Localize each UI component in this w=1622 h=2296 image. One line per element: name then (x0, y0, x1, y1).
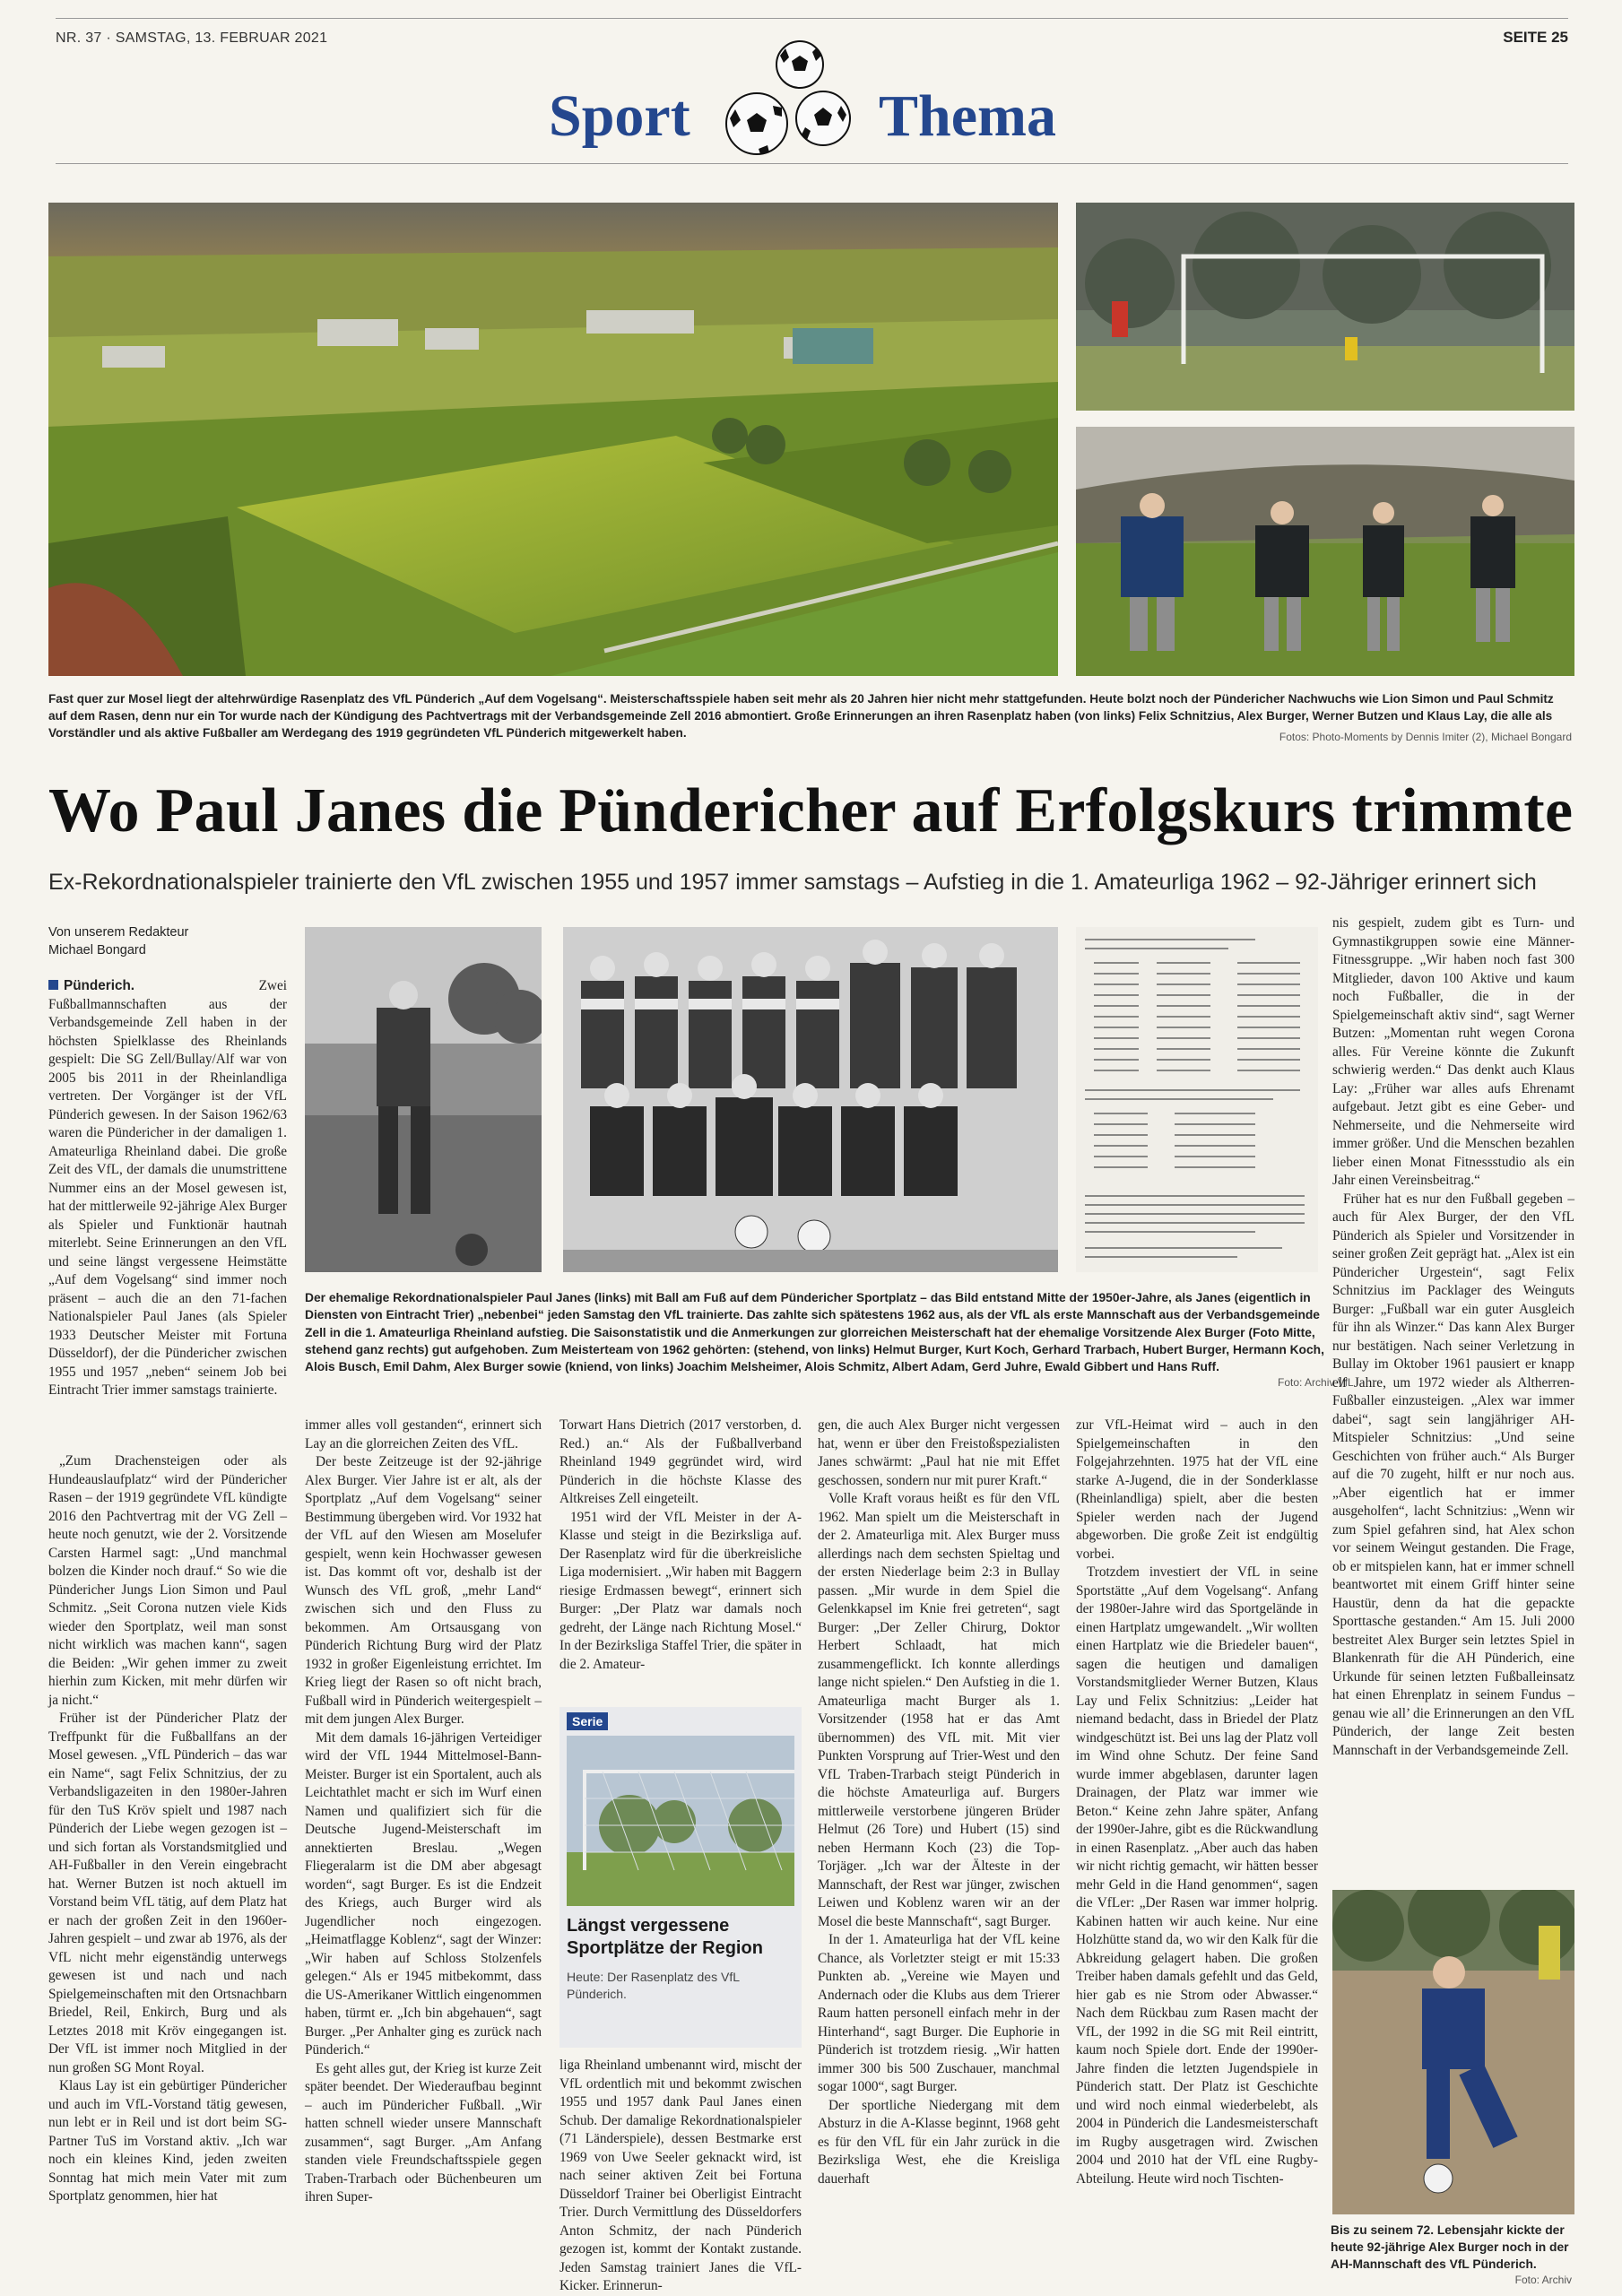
column-3-top (559, 1417, 802, 1674)
serie-title: Längst vergessene Sportplätze der Region (567, 1916, 763, 1958)
photo-four-men (1076, 427, 1574, 676)
paragraph: Es geht alles gut, der Krieg ist kurze Zeit später beendet. Der Wiederaufbau beginnt – auch im Pündericher Fußball. „Wir hatten schnell wieder unsere Mannschaft zusammen“, sagt Burger. „Am Anfang standen viele Freundschaftsspiele gegen Traben-Trarbach oder Büchenbeuren um ihren Super- (305, 2060, 542, 2205)
team-photo-caption: Der ehemalige Rekordnationalspieler Paul Janes (links) mit Ball am Fuß auf dem Pündericher Sportplatz – das Bild entstand Mitte der 1950er-Jahre, als Janes (eigentlich in Diensten von Eintracht Trier) „nebenbei“ jeden Samstag den VfL trainierte. Das zahlte sich spätestens 1962 aus, als der VfL als erste Mannschaft aus der Verbandsgemeinde Zell in die 1. Amateurliga Rheinland aufstieg. Die Saisonstatistik und die Anmerkungen zur glorreichen Meisterschaft hat der ehemalige Vorsitzende Alex Burger (Foto Mitte, stehend ganz rechts) gut aufgehoben. Zum Meisterteam von 1962 gehörten: (stehend, von links) Helmut Burger, Kurt Koch, Gerhard Trarbach, Hubert Burger, Hermann Koch, Alois Busch, Emil Dahm, Alex Burger sowie (kniend, von links) Joachim Melsheimer, Alois Schmitz, Albert Adam, Gerd Juhre, Ewald Gibbert und Hans Ruff. (305, 1291, 1324, 1374)
alex-burger-credit: Foto: Archiv (1514, 2274, 1572, 2286)
paragraph: „Zum Drachensteigen oder als Hundeauslaufplatz“ wird der Pündericher Rasen – der 1919 gegründete VfL kündigte 2016 den Pachtvertrag mit der VG Zell – heute noch genutzt, wie der 2. Vorsitzende Carsten Harmel sagt: „Und manchmal bolzen die Kinder noch drauf.“ So wie die Pündericher Jungs Lion Simon und Paul Schmitz. „Seit Corona nutzen viele Kids wieder den Sportplatz, weil man sonst nicht wirklich was machen kann“, sagen die Beiden: „Wir gehen immer zu zweit hierhin zum Kicken, mit mehr dürfen wir ja nicht.“ (48, 1453, 287, 1708)
column-5 (1076, 1417, 1318, 2188)
paragraph: zur VfL-Heimat wird – auch in den Spielgemeinschaften in den Folgejahrzehnten. 1975 hat der VfL eine starke A-Jugend, die in der Sonderklasse (Rheinlandliga) spielt, aber die besten Spieler werden nach der Jugend abgeworben. Die große Zeit ist endgültig vorbei. (1076, 1417, 1318, 1562)
paragraph: Zwei Fußballmannschaften aus der Verbandsgemeinde Zell haben in der höchsten Spielklasse des Rheinlands gespielt: Die SG Zell/Bullay/Alf war von 2005 bis 2011 in der Rheinlandliga vertreten. Der Vorgänger ist der VfL Pünderich gewesen. In der Saison 1962/63 waren die Pündericher in der damaligen 1. Amateurliga Rheinland dabei. Die große Zeit des VfL, der damals die unumstrittene Nummer eins an der Mosel gewesen ist, hat der mittlerweile 92-jährige Alex Burger als Spieler und Funktionär hautnah miterlebt. Seine Erinnerungen an den VfL und seine längst vergessene Heimstätte „Auf dem Vogelsang“ sind immer noch präsent – auch die an den 71-fachen Nationalspieler Paul Janes (als Spieler 1933 Deutscher Meister mit Fortuna Düsseldorf), der die Pündericher zwischen 1955 und 1957 „neben“ seinem Job bei Eintracht Trier immer samstags trainierte. (48, 978, 287, 1398)
article-subhead: Ex-Rekordnationalspieler trainierte den VfL zwischen 1955 und 1957 immer samstags – Aufstieg in die 1. Amateurliga 1962 – 92-Jähriger erinnert sich (48, 870, 1537, 895)
paragraph: Klaus Lay ist ein gebürtiger Pündericher und auch im VfL-Vorstand tätig gewesen, nun lebt er in Reil und ist dort beim SG-Partner TuS im Vorstand aktiv. „Ich war noch ein kleines Kind, jeden zweiten Sonntag hat mich mein Vater mit zum Sportplatz genommen, hier hat (48, 2078, 287, 2204)
photo-team-1962 (563, 927, 1058, 1272)
paragraph: nis gespielt, zudem gibt es Turn- und Gymnastikgruppen sowie eine Männer-Fitnessgruppe. „Wir haben noch fast 300 Mitglieder, davon 100 Aktive und kaum noch Fußballer, die in der Spielgemeinschaft aktiv sind“, sagt Werner Butzen: „Momentan ruht wegen Corona alles. Für Vereine könnte die Zukunft schwierig werden.“ Das denkt auch Klaus Lay: „Früher war alles aufs Ehrenamt aufgebaut. Jetzt gibt es eine Geber- und Nehmerseite, und die Nehmerseite wird immer größer. Und die Menschen bezahlen lieber einen Monat Fitnessstudio als ein Jahr einen Vereinsbeitrag.“ (1332, 915, 1574, 1188)
column-3-bottom (559, 2057, 802, 2296)
photo-serie-goalnet (567, 1736, 794, 1906)
photo-kids-goal (1076, 203, 1574, 411)
rubric-thema: Thema (879, 83, 1056, 149)
column-4 (818, 1417, 1060, 2188)
top-photo-caption: Fast quer zur Mosel liegt der altehrwürdige Rasenplatz des VfL Pünderich „Auf dem Vogelsang“. Meisterschaftsspiele haben seit mehr als 20 Jahren hier nicht mehr stattgefunden. Heute bolzt noch der Pündericher Nachwuchs wie Lion Simon und Paul Schmitz auf dem Rasen, denn nur ein Tor wurde nach der Kündigung des Pachtvertrags mit der Verbandsgemeinde Zell 2016 abmontiert. Große Erinnerungen an ihren Rasenplatz haben (von links) Felix Schnitzius, Alex Burger, Werner Butzen und Klaus Lay, die alle als Vorständler und als aktive Fußballer am Werdegang des 1919 gegründeten VfL Pünderich mitgewerkelt haben. (48, 692, 1554, 740)
team-photo-credit: Foto: Archiv VfL (1278, 1376, 1354, 1389)
column-1-bottom (48, 1452, 287, 2206)
column-6 (1332, 914, 1574, 1760)
paragraph: Der beste Zeitzeuge ist der 92-jährige Alex Burger. Vier Jahre ist er alt, als der Sportplatz „Auf dem Vogelsang“ seiner Bestimmung übergeben wird. Vor 1932 hat der VfL auf den Wiesen am Moselufer gespielt, wenn kein Hochwasser gewesen ist. Das kommt oft vor, deshalb ist der Wunsch des VfL groß, „mehr Land“ zwischen sich und den Fluss zu bekommen. Am Ortsausgang von Pünderich Richtung Burg wird der Platz 1932 in großer Eigenleistung errichtet. Im Krieg liegt der Rasen so oft nicht brach, Fußball wird in Pünderich weitergespielt – mit dem jungen Alex Burger. (305, 1454, 542, 1727)
square-marker-icon (48, 980, 58, 990)
page-number: SEITE 25 (1503, 29, 1568, 46)
paragraph: immer alles voll gestanden“, erinnert sich Lay an die glorreichen Zeiten des VfL. (305, 1417, 542, 1451)
rubric-sport: Sport (549, 83, 690, 149)
paragraph: Früher ist der Pündericher Platz der Treffpunkt für die Fußballfans an der Mosel gewesen. „VfL Pünderich – das war ein Name“, sagt Felix Schnitzius, der zu Verbandsligazeiten in den 1980er-Jahren für den TuS Kröv spielt und 1987 nach Pünderich der Liebe wegen gezogen ist – und sich fortan als Vorstandsmitglied und AH-Fußballer in den Verein eingebracht hat. Werner Butzen ist noch aktuell im Vorstand beim VfL tätig, auf dem Platz hat er nach der großen Zeit in den 1960er-Jahren gespielt – und zwar ab 1976, als der VfL nicht mehr eigenständig unterwegs gewesen ist und nach und nach Spielgemeinschaften mit den Ortsnachbarn Briedel, Reil, Enkirch, Burg und als Letztes 2018 mit Kröv eingegangen ist. Der VfL ist immer noch Mitglied in der nun großen SG Mont Royal. (48, 1711, 287, 2075)
paragraph: 1951 wird der VfL Meister in der A-Klasse und steigt in die Bezirksliga auf. Der Rasenplatz wird für die überkreisliche Liga modernisiert. „Wir haben mit Baggern riesige Erdmassen bewegt“, erinnert sich Burger: „Der Platz war damals noch gedreht, der Länge nach Richtung Mosel.“ In der Bezirksliga Staffel Trier, die später in die 2. Amateur- (559, 1509, 802, 1672)
author-byline (48, 923, 188, 959)
paragraph: liga Rheinland umbenannt wird, mischt der VfL ordentlich mit und bekommt zwischen 1955 und 1957 dank Paul Janes einen Schub. Der damalige Rekordnationalspieler (71 Länderspiele), dessen Bestmarke erst 1969 von Uwe Seeler geknackt wird, ist nach seiner aktiven Zeit bei Fortuna Düsseldorf Trainer bei Oberligist Eintracht Trier. Durch Vermittlung des Düsseldorfers Anton Schmitz, der nach Pünderich gezogen ist, kommt der Kontakt zustande. Jeden Samstag trainiert Janes die VfL-Kicker. Erinnerun- (559, 2058, 802, 2293)
photo-aerial-sportplatz (48, 203, 1058, 676)
serie-subtitle: Heute: Der Rasenplatz des VfL Pünderich. (567, 1970, 740, 2001)
column-2 (305, 1417, 542, 2207)
author-line-1: Von unserem Redakteur (48, 925, 189, 940)
paragraph: Früher hat es nur den Fußball gegeben – auch für Alex Burger, der den VfL Pünderich als Spieler und Vorsitzender in seiner großen Zeit geprägt hat. „Alex ist ein Pündericher Urgestein“, sagt Felix Schnitzius im Packlager des Weinguts Burger: „Fußball war ein guter Ausgleich für ihn als Winzer.“ Das kann Alex Burger nur bestätigen. Nach seiner Verletzung in Bullay im Oktober 1961 pausiert er knapp elf Jahre, um 1972 wieder als Altherren-Fußballer einzusteigen. „Alex war immer dabei“, sagt sein langjähriger AH-Mitspieler Schnitzius: „Und seine Geschichten von früher auch.“ Als Burger auf die 70 zugeht, hilft er nur noch aus. „Aber eigentlich hat er immer ausgeholfen“, lacht Schnitzius: „Wenn wir zum Spiel gefahren sind, hat Alex schon vor seinem Weingut gestanden. Die Frage, ob er mitspielen kann, hat er immer schnell beantwortet mit einem Griff hinter seine Haustür, denn da hat die gepackte Sporttasche gestanden.“ Am 15. Juli 2000 bestreitet Alex Burger sein letztes Spiel in Blankenrath für die AH Pünderich, eine Urkunde für seinen letzten Fußballeinsatz hat einen Ehrenplatz in seinem Fundus – genau wie all’ die Erinnerungen an den VfL Pünderich, der lange Zeit besten Mannschaft in der Verbandsgemeinde Zell. (1332, 1191, 1574, 1758)
alex-burger-caption: Bis zu seinem 72. Lebensjahr kickte der heute 92-jährige Alex Burger noch in der AH-Mannschaft des VfL Pünderich. (1331, 2223, 1569, 2271)
paragraph: gen, die auch Alex Burger nicht vergessen hat, wenn er über den Freistoßspezialisten Janes schwärmt: „Paul hat nie mit Effet geschossen, sondern nur mit purer Kraft.“ (818, 1417, 1060, 1488)
photo-season-statistics (1076, 927, 1318, 1272)
paragraph: Mit dem damals 16-jährigen Verteidiger wird der VfL 1944 Mittelmosel-Bann-Meister. Burger ist ein Sportalent, auch als Leichtathlet macht er sich im Wurf einen Namen und qualifiziert sich für die Deutsche Jugend-Meisterschaft im annektierten Breslau. „Wegen Fliegeralarm ist die DM aber abgesagt worden“, sagt Burger. Es ist die Endzeit des Kriegs, auch Burger wird als Jugendlicher noch eingezogen. „Heimatflagge Koblenz“, sagt der Winzer: „Wir haben auf Schloss Stolzenfels gelegen.“ Als er 1945 mitbekommt, dass die US-Amerikaner Wittlich eingenommen haben, türmt er. „Ich bin abgehauen“, sagt Burger. „Per Anhalter ging es zurück nach Pünderich.“ (305, 1729, 542, 2058)
author-line-2: Michael Bongard (48, 943, 146, 957)
issue-line: NR. 37 · SAMSTAG, 13. FEBRUAR 2021 (56, 30, 328, 46)
photo-paul-janes (305, 927, 542, 1272)
article-headline: Wo Paul Janes die Pündericher auf Erfolgskurs trimmte (48, 776, 1574, 845)
photo-alex-burger-kicking (1332, 1890, 1574, 2214)
paragraph: Volle Kraft voraus heißt es für den VfL 1962. Man spielt um die Meisterschaft in der 2. Amateurliga mit. Alex Burger muss allerdings nach dem sechsten Spieltag und der ersten Niederlage beim 2:3 in Bullay passen. „Mir wurde in dem Spiel die Gelenkkapsel im Knie frei getreten“, sagt Burger: „Der Zeller Chirurg, Doktor Herbert Schlaadt, hat mich zusammengeflickt. Ich konnte allerdings lange nicht spielen.“ Den Aufstieg in die 1. Amateurliga macht Burger als 1. Vorsitzender (1958 hat er das Amt übernommen) des VfL mit. Mit vier Punkten Vorsprung auf Trier-West und den VfL Traben-Trarbach steigt Pünderich in die höchste Amateurliga auf. Burgers mittlerweile verstorbene jüngeren Brüder Helmut (26 Tore) und Hubert (15) sind neben Hermann Koch (23) die Top-Torjäger. „Ich war der Älteste in der Mannschaft, der Rest war jünger, zwischen Leiwen und Koblenz waren wir an der Mosel die beste Mannschaft“, sagt Burger. (818, 1491, 1060, 1929)
paragraph: In der 1. Amateurliga hat der VfL keine Chance, als Vorletzter steigt er mit 15:33 Punkten ab. „Vereine wie Mayen und Andernach oder die Klubs aus dem Trierer Raum hatten personell einfach mehr in der Hinterhand“, sagt Burger. Die Euphorie in Pünderich ist trotzdem riesig. „Wir hatten immer 300 bis 500 Zuschauer, manchmal sogar 1000“, sagt Burger. (818, 1932, 1060, 2094)
column-1-top (48, 977, 287, 1400)
dateline: Pünderich. (64, 978, 135, 993)
paragraph: Torwart Hans Dietrich (2017 verstorben, d. Red.) an.“ Als der Fußballverband Rheinland 1949 gegründet wird, wird Pünderich in die höchste Klasse des Altkreises Zell eingeteilt. (559, 1417, 802, 1506)
top-photo-credit: Fotos: Photo-Moments by Dennis Imiter (2), Michael Bongard (1279, 731, 1572, 743)
top-rule (56, 18, 1568, 19)
serie-badge: Serie (567, 1712, 608, 1730)
paragraph: Trotzdem investiert der VfL in seine Sportstätte „Auf dem Vogelsang“. Anfang der 1980er-Jahre wird das Sportgelände in einen Hartplatz umgewandelt. „Wir wollten einen Hartplatz wie die Briedeler bauen“, sagen die heutigen und damaligen Vorstandsmitglieder Werner Butzen, Klaus Lay und Felix Schnitzius: „Leider hat niemand bedacht, dass in Briedel der Platz windgeschützt ist. Bei uns lag der Platz voll im Wind ohne Schutz. Der feine Sand wurde immer abgeblasen, darunter lagen Drainagen, der Platz war immer wie Beton.“ Keine zehn Jahre später, Anfang der 1990er-Jahre, gibt es die Rückwandlung in einen Rasenplatz. „Aber auch das haben wir nicht richtig gemacht, wir hätten besser mehr Geld in die Hand genommen“, sagen die VfLer: „Der Rasen war immer holprig. Kabinen hatten wir auch keine. Nur eine Holzhütte stand da, wo wir den Kalk für die Abkreidung gelagert haben. Die großen Treiber haben damals gefehlt und das Geld, hier gab es nie Strom oder Abwasser.“ Nach dem Rückbau zum Rasen macht der VfL, der 1992 in die SG mit Reil eintritt, kaum noch Spiele dort. Ende der 1990er-Jahre finden die letzten Jugendspiele in Pünderich statt. Der Platz ist Geschichte und wird noch einmal wiederbelebt, als 2004 in Pünderich die Landesmeisterschaft im Rugby ausgetragen wird. Zwischen 2004 und 2010 hat der VfL eine Rugby-Abteilung. Heute wird noch Tischten- (1076, 1564, 1318, 2187)
footballs-logo-icon (723, 30, 866, 165)
rubric-rule (56, 163, 1568, 164)
paragraph: Der sportliche Niedergang mit dem Absturz in die A-Klasse beginnt, 1968 geht es für den VfL für ein Jahr zurück in die Bezirksliga West, ehe die Kreisliga dauerhaft (818, 2097, 1060, 2187)
